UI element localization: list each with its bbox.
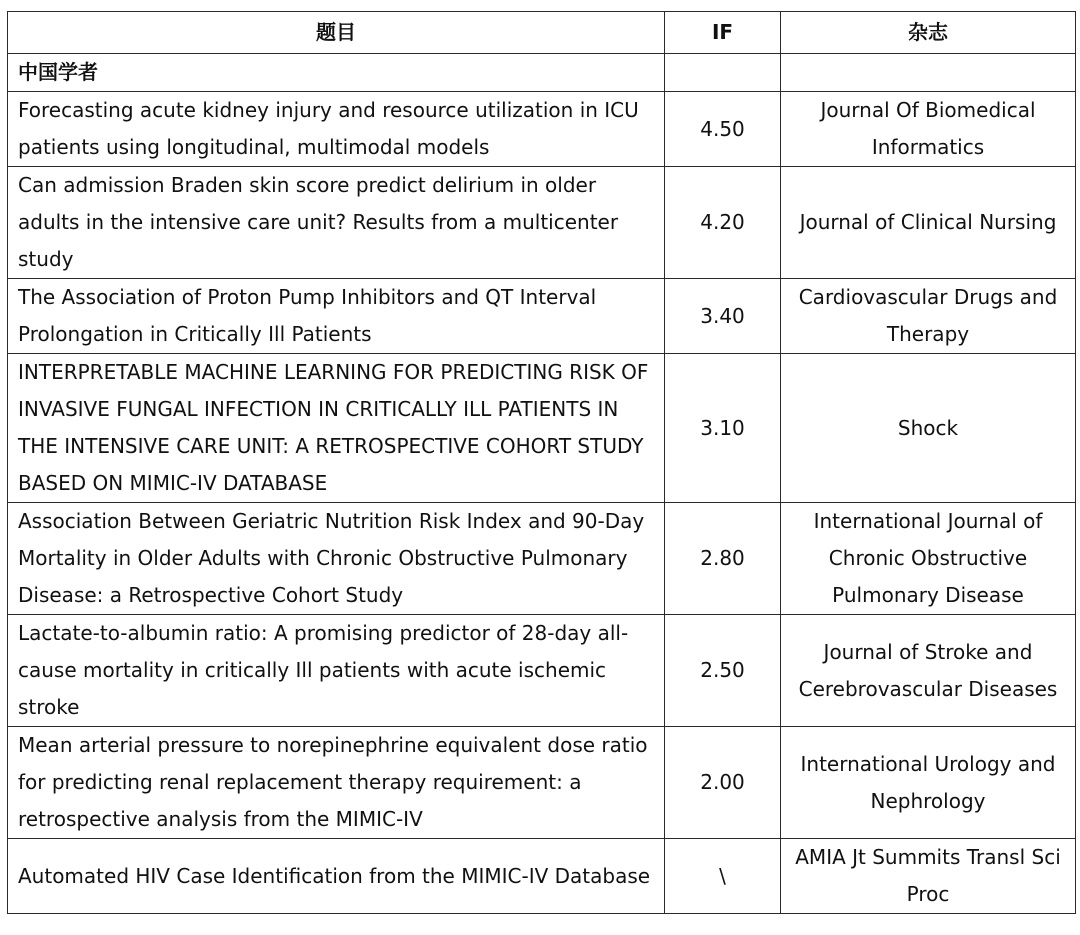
impact-factor: 3.10: [665, 354, 781, 503]
table-row: [8, 92, 1076, 167]
journal-name: International Journal of Chronic Obstructive Pulmonary Disease: [781, 503, 1076, 615]
table-row: [8, 279, 1076, 354]
table-row: [8, 615, 1076, 727]
header-journal: 杂志: [781, 12, 1076, 54]
table-row: [8, 503, 1076, 615]
publication-table: [7, 11, 1076, 914]
journal-name: Shock: [781, 354, 1076, 503]
impact-factor: \: [665, 839, 781, 914]
paper-title: The Association of Proton Pump Inhibitors and QT Interval Prolongation in Critically Ill Patients: [8, 279, 665, 354]
header-if: IF: [665, 12, 781, 54]
paper-title: Can admission Braden skin score predict delirium in older adults in the intensive care unit? Results from a multicenter study: [8, 167, 665, 279]
paper-title: Mean arterial pressure to norepinephrine equivalent dose ratio for predicting renal replacement therapy requirement: a retrospective analysis from the MIMIC-IV: [8, 727, 665, 839]
table-row: [8, 167, 1076, 279]
paper-title: Automated HIV Case Identification from the MIMIC-IV Database: [8, 839, 665, 914]
section-empty-cell: [781, 54, 1076, 92]
journal-name: Journal Of Biomedical Informatics: [781, 92, 1076, 167]
journal-name: Journal of Stroke and Cerebrovascular Diseases: [781, 615, 1076, 727]
header-title: 题目: [8, 12, 665, 54]
journal-name: International Urology and Nephrology: [781, 727, 1076, 839]
journal-name: Journal of Clinical Nursing: [781, 167, 1076, 279]
paper-title: Forecasting acute kidney injury and resource utilization in ICU patients using longitudinal, multimodal models: [8, 92, 665, 167]
journal-name: Cardiovascular Drugs and Therapy: [781, 279, 1076, 354]
impact-factor: 4.20: [665, 167, 781, 279]
header-row: [8, 12, 1076, 54]
paper-title: Lactate-to-albumin ratio: A promising predictor of 28-day all-cause mortality in critically Ill patients with acute ischemic stroke: [8, 615, 665, 727]
section-empty-cell: [665, 54, 781, 92]
paper-title: INTERPRETABLE MACHINE LEARNING FOR PREDICTING RISK OF INVASIVE FUNGAL INFECTION IN CRITICALLY ILL PATIENTS IN THE INTENSIVE CARE UNIT: A RETROSPECTIVE COHORT STUDY BASED ON MIMIC-IV DATABASE: [8, 354, 665, 503]
paper-title: Association Between Geriatric Nutrition Risk Index and 90-Day Mortality in Older Adults with Chronic Obstructive Pulmonary Disease: a Retrospective Cohort Study: [8, 503, 665, 615]
table-row: [8, 839, 1076, 914]
section-row: [8, 54, 1076, 92]
impact-factor: 4.50: [665, 92, 781, 167]
journal-name: AMIA Jt Summits Transl Sci Proc: [781, 839, 1076, 914]
impact-factor: 2.00: [665, 727, 781, 839]
section-label: 中国学者: [8, 54, 665, 92]
impact-factor: 2.50: [665, 615, 781, 727]
impact-factor: 3.40: [665, 279, 781, 354]
impact-factor: 2.80: [665, 503, 781, 615]
table-row: [8, 354, 1076, 503]
table-row: [8, 727, 1076, 839]
